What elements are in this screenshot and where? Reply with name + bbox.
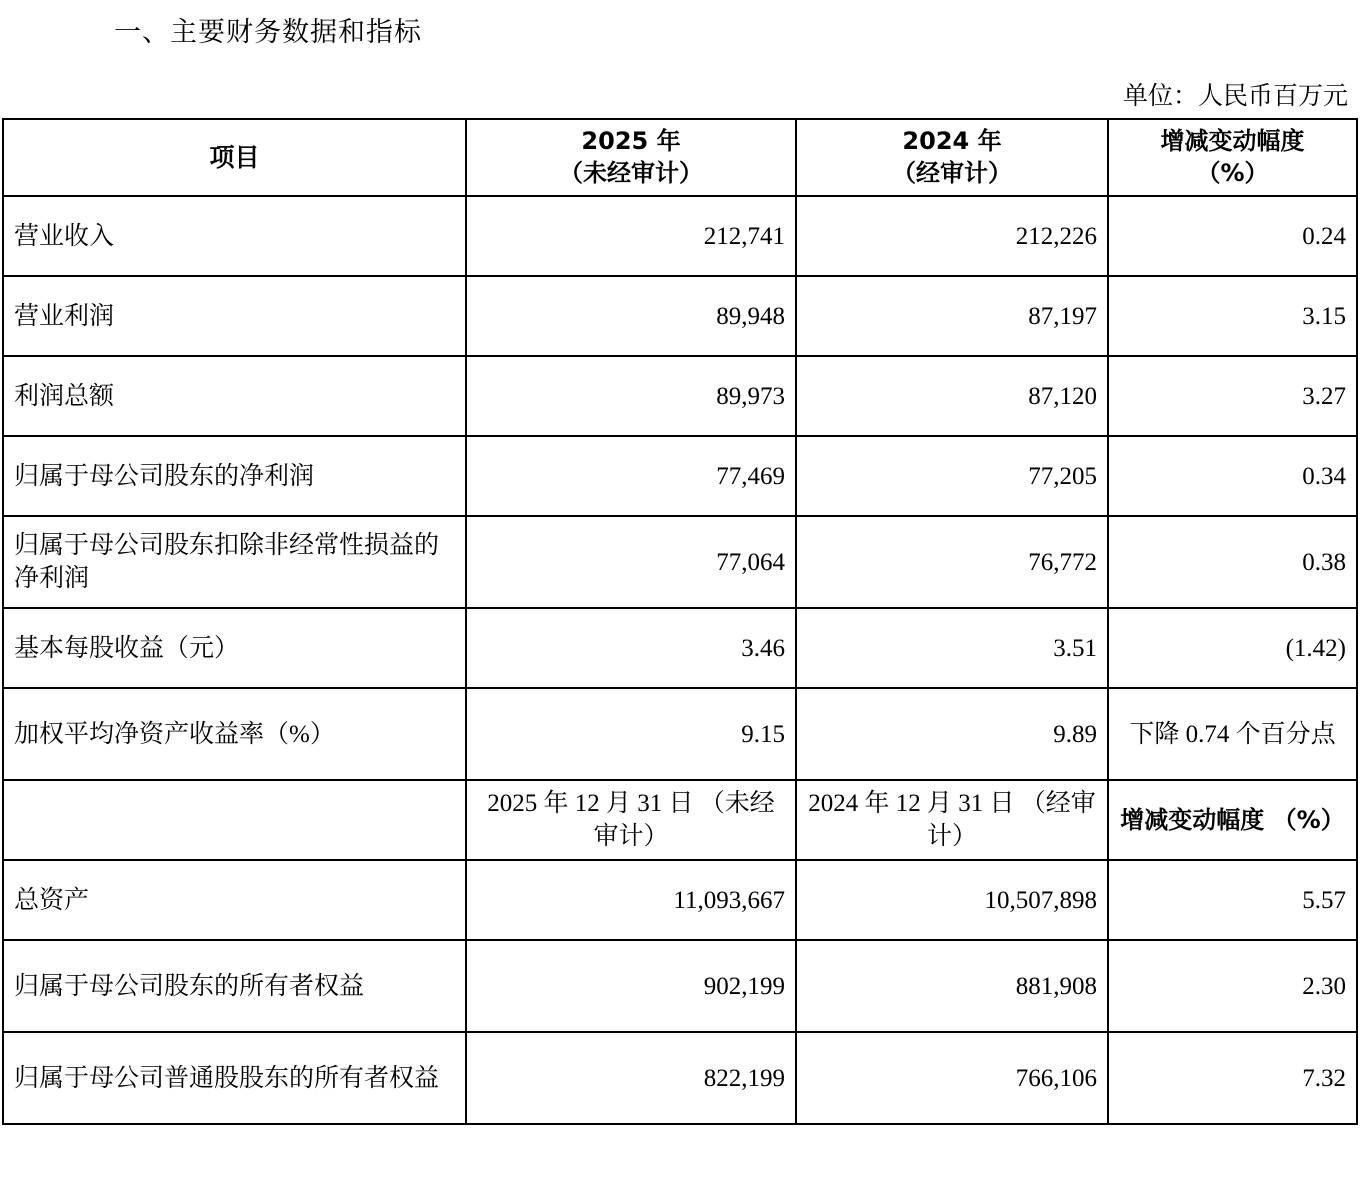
table-row — [3, 860, 1357, 940]
row-current-value: 902,199 — [466, 940, 796, 1032]
table-header-row — [3, 119, 1357, 196]
row-label: 总资产 — [3, 860, 466, 940]
row-label: 归属于母公司普通股股东的所有者权益 — [3, 1032, 466, 1124]
row-label: 基本每股收益（元） — [3, 608, 466, 688]
row-change-value: 下降 0.74 个百分点 — [1108, 688, 1357, 780]
row-previous-value: 3.51 — [796, 608, 1108, 688]
row-label: 营业收入 — [3, 196, 466, 276]
row-label: 利润总额 — [3, 356, 466, 436]
row-label: 加权平均净资产收益率（%） — [3, 688, 466, 780]
row-current-value: 89,948 — [466, 276, 796, 356]
table-row — [3, 516, 1357, 608]
row-change-value: 0.24 — [1108, 196, 1357, 276]
table-row — [3, 436, 1357, 516]
row-label: 归属于母公司股东扣除非经常性损益的净利润 — [3, 516, 466, 608]
subheader-change — [1108, 780, 1357, 860]
unit-note: 单位：人民币百万元 — [1122, 83, 1348, 110]
row-change-value: 5.57 — [1108, 860, 1357, 940]
subheader-current-audit: （未经审计） — [593, 790, 775, 851]
row-previous-value: 87,197 — [796, 276, 1108, 356]
table-subheader-row — [3, 780, 1357, 860]
row-previous-value: 87,120 — [796, 356, 1108, 436]
table-row — [3, 196, 1357, 276]
row-previous-value: 9.89 — [796, 688, 1108, 780]
row-previous-value: 10,507,898 — [796, 860, 1108, 940]
header-current-period — [466, 119, 796, 196]
row-label: 归属于母公司股东的所有者权益 — [3, 940, 466, 1032]
table-row — [3, 356, 1357, 436]
subheader-previous-date — [796, 780, 1108, 860]
row-current-value: 3.46 — [466, 608, 796, 688]
subheader-previous-date-label: 2024 年 12 月 31 日 — [808, 790, 1015, 818]
row-change-value: 0.34 — [1108, 436, 1357, 516]
row-change-value: 3.27 — [1108, 356, 1357, 436]
table-row — [3, 276, 1357, 356]
row-previous-value: 76,772 — [796, 516, 1108, 608]
subheader-previous-audit: （经审计） — [926, 790, 1096, 851]
subheader-item — [3, 780, 466, 860]
header-current-audit: （未经审计） — [559, 158, 703, 187]
subheader-current-date — [466, 780, 796, 860]
header-current-year: 2025 年 — [581, 127, 681, 155]
header-previous-year: 2024 年 — [902, 127, 1002, 155]
row-label: 归属于母公司股东的净利润 — [3, 436, 466, 516]
row-current-value: 822,199 — [466, 1032, 796, 1124]
row-current-value: 89,973 — [466, 356, 796, 436]
page-title: 一、主要财务数据和指标 — [114, 17, 422, 47]
header-change — [1108, 119, 1357, 196]
row-previous-value: 766,106 — [796, 1032, 1108, 1124]
row-label: 营业利润 — [3, 276, 466, 356]
table-row — [3, 1032, 1357, 1124]
row-current-value: 77,064 — [466, 516, 796, 608]
row-change-value: 0.38 — [1108, 516, 1357, 608]
header-change-label: 增减变动幅度 — [1160, 127, 1305, 155]
row-current-value: 11,093,667 — [466, 860, 796, 940]
row-current-value: 212,741 — [466, 196, 796, 276]
row-previous-value: 212,226 — [796, 196, 1108, 276]
header-change-unit: （%） — [1196, 158, 1269, 187]
subheader-change-label: 增减变动幅度 — [1120, 805, 1265, 834]
header-item: 项目 — [3, 119, 466, 196]
table-row — [3, 688, 1357, 780]
row-current-value: 77,469 — [466, 436, 796, 516]
header-previous-period — [796, 119, 1108, 196]
row-previous-value: 881,908 — [796, 940, 1108, 1032]
subheader-current-date-label: 2025 年 12 月 31 日 — [487, 790, 694, 818]
row-previous-value: 77,205 — [796, 436, 1108, 516]
row-current-value: 9.15 — [466, 688, 796, 780]
subheader-change-unit: （%） — [1272, 805, 1345, 834]
row-change-value: 2.30 — [1108, 940, 1357, 1032]
row-change-value: (1.42) — [1108, 608, 1357, 688]
row-change-value: 7.32 — [1108, 1032, 1357, 1124]
row-change-value: 3.15 — [1108, 276, 1357, 356]
table-row — [3, 940, 1357, 1032]
table-row — [3, 608, 1357, 688]
financial-summary-table — [2, 118, 1358, 1125]
header-previous-audit: （经审计） — [892, 158, 1012, 187]
